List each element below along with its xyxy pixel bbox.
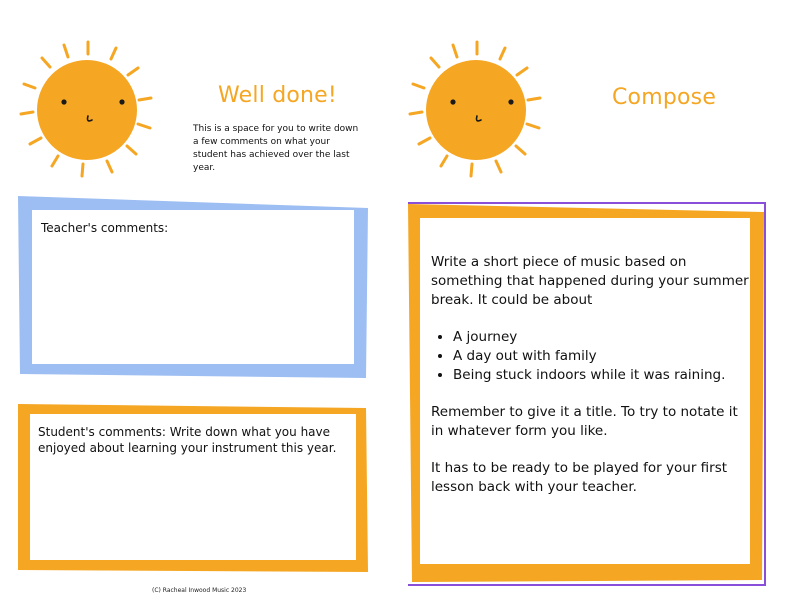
teacher-comments-label: Teacher's comments: bbox=[41, 221, 169, 235]
selection-border-right bbox=[764, 202, 766, 586]
list-item: • A day out with family bbox=[453, 347, 749, 366]
compose-instructions bbox=[431, 253, 749, 497]
list-item: • Being stuck indoors while it was raining. bbox=[453, 366, 749, 385]
compose-paragraph-3: It has to be ready to be played for your first lesson back with your teacher. bbox=[431, 460, 728, 495]
copyright-footer: (C) Racheal Inwood Music 2023 bbox=[152, 587, 247, 594]
smiling-sun-icon bbox=[18, 40, 158, 180]
compose-title: Compose bbox=[612, 85, 717, 110]
student-comments-label: Student's comments: Write down what you have enjoyed about learning your instrument this year. bbox=[38, 425, 337, 455]
list-item: • A journey bbox=[453, 328, 749, 347]
selection-border-bottom bbox=[408, 584, 766, 586]
compose-paragraph-2: Remember to give it a title. To try to notate it in whatever form you like. bbox=[431, 404, 738, 439]
compose-paragraph-1: Write a short piece of music based on something that happened during your summer break. It could be about bbox=[431, 254, 749, 308]
page-title: Well done! bbox=[218, 83, 337, 108]
intro-text: This is a space for you to write down a few comments on what your student has achieved over the last year. bbox=[193, 124, 359, 173]
compose-bullet-list bbox=[431, 328, 749, 385]
smiling-sun-icon bbox=[407, 40, 547, 180]
